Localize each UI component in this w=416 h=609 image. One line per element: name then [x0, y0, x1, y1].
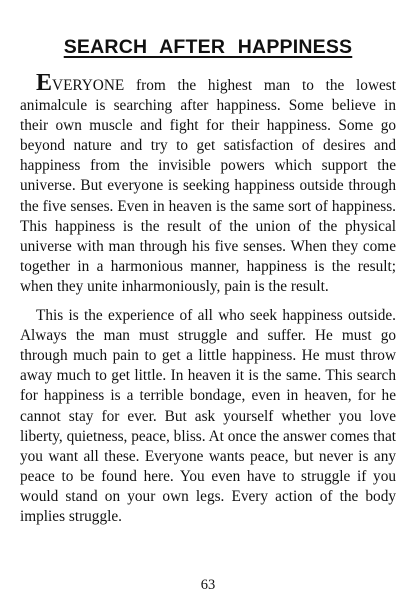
drop-cap: E: [36, 70, 53, 96]
paragraph-1: [20, 70, 396, 297]
chapter-body: [20, 70, 396, 527]
paragraph-1-text: VERYONE from the highest man to the lowest animalcule is searching after happiness. Some believe in their own muscle and fight for their happiness. Some go beyond nature and try to get satisfaction of desires and happiness from the invisible powers which support the universe. But everyone is seeking happiness outside through the five senses. Even in heaven is the same sort of happiness. This happiness is the result of the union of the physical universe with man through his five senses. When they come together in a harmonious manner, happiness is the result; when they unite inharmoniously, pain is the result.: [20, 77, 396, 295]
page-number: 63: [200, 577, 216, 593]
paragraph-2: This is the experience of all who seek happiness outside. Always the man must struggle and suffer. He must go through much pain to get a little happiness. He must throw away much to get little. In heaven it is the same. This search for happiness is a terrible bondage, even in heaven, for he cannot stay for ever. But ask yourself whether you love liberty, quietness, peace, bliss. At once the answer comes that you want all these. Everyone wants peace, but never is any peace to be found here. You even have to struggle if you would stand on your own legs. Every action of the body implies struggle.: [20, 307, 396, 525]
chapter-title: SEARCH AFTER HAPPINESS: [63, 36, 353, 58]
